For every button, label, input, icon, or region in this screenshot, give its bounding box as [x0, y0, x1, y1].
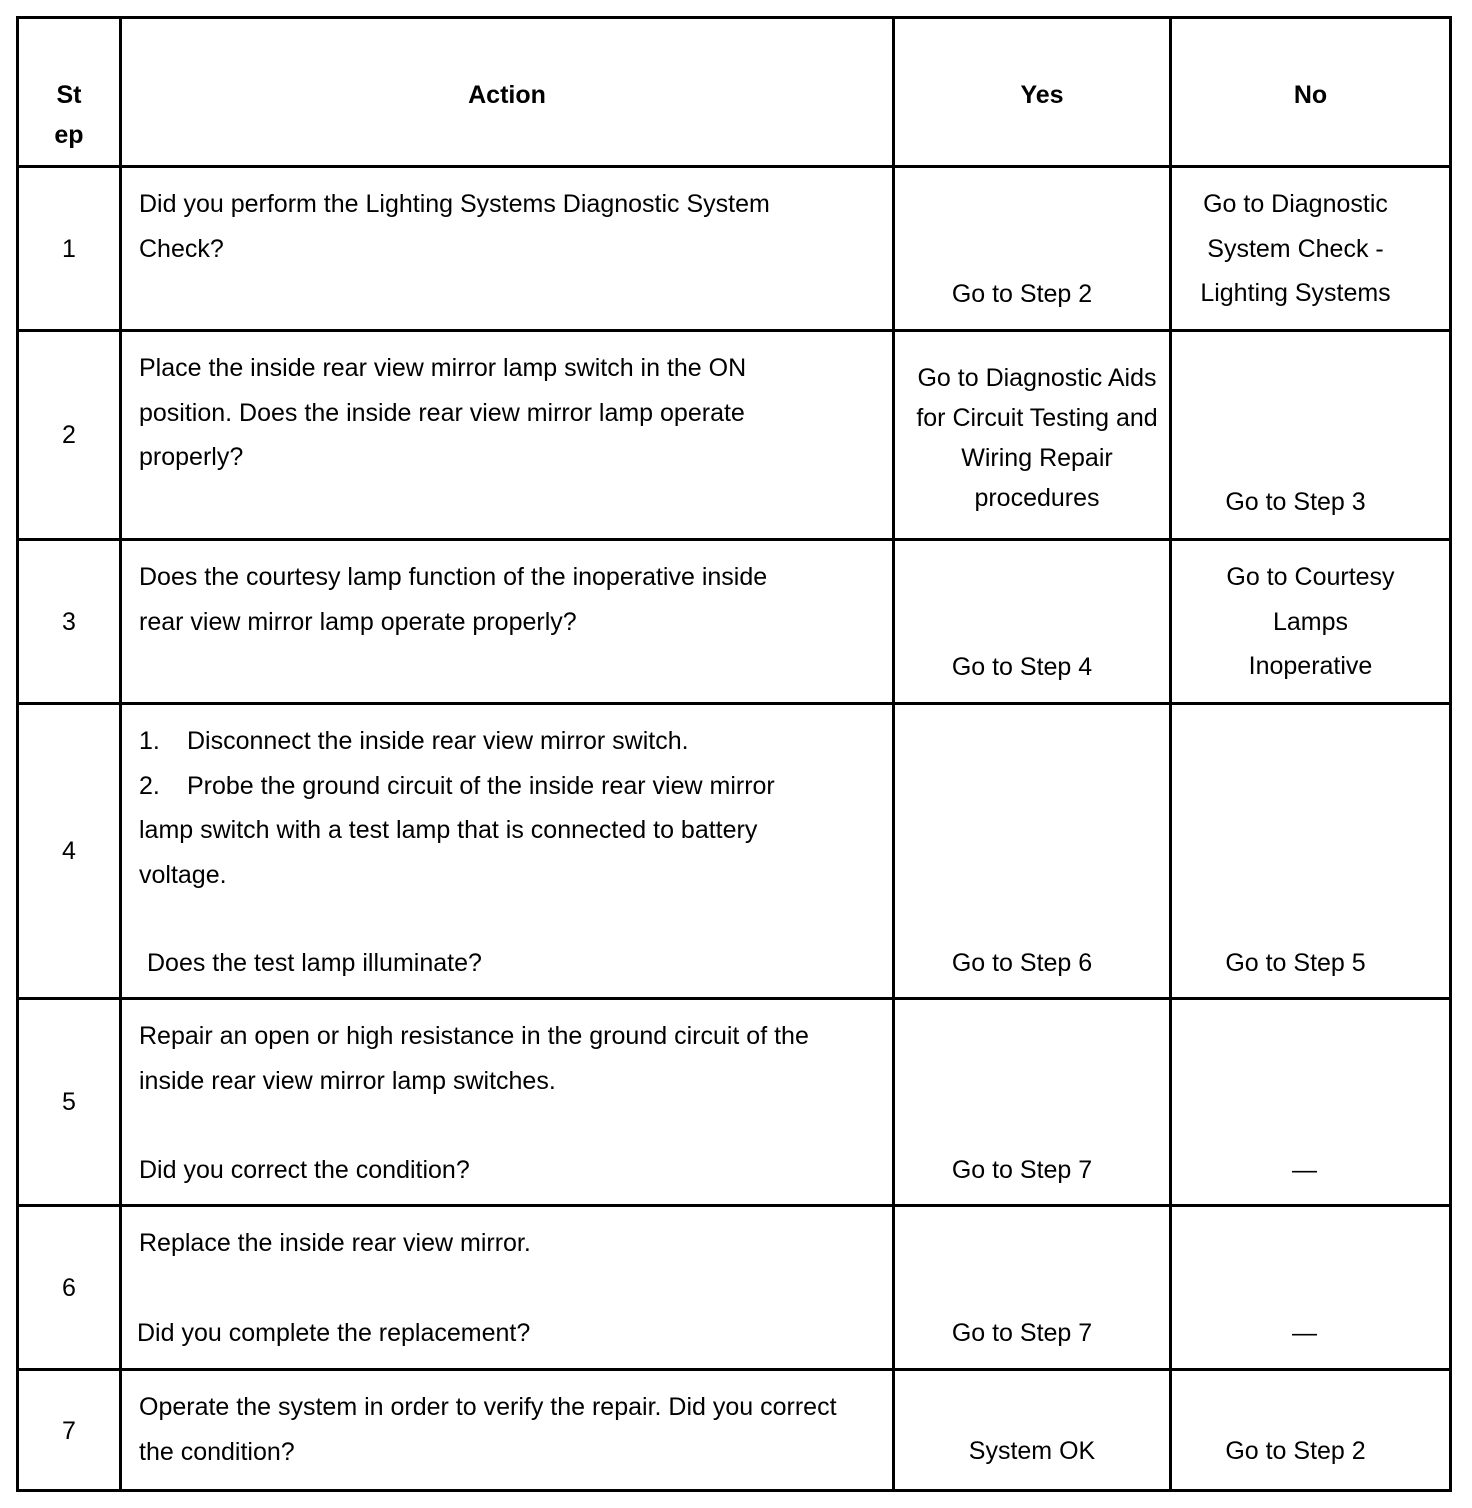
step-cell — [16, 1371, 119, 1489]
no-text: Go to Step 2 — [1225, 1437, 1366, 1465]
no-cell — [1169, 1207, 1452, 1368]
table-row — [16, 705, 1452, 1000]
action-text: Did you perform the Lighting Systems Diagnostic System Check? — [139, 190, 770, 263]
header-step-line2: ep — [54, 121, 84, 149]
yes-text: Go to Diagnostic Aids for Circuit Testing and Wiring Repair procedures — [916, 364, 1158, 512]
header-row — [16, 19, 1452, 168]
yes-text: Go to Step 7 — [951, 1319, 1093, 1347]
no-text: Go to Step 5 — [1225, 949, 1366, 977]
no-text: Go to Courtesy Lamps Inoperative — [1226, 563, 1395, 680]
header-step-cell — [16, 19, 119, 165]
action-cell — [119, 541, 892, 702]
yes-text: Go to Step 6 — [951, 949, 1093, 977]
yes-cell — [892, 1371, 1169, 1489]
yes-cell — [892, 1207, 1169, 1368]
table-row — [16, 1207, 1452, 1371]
step-number: 1 — [62, 235, 76, 263]
action-text: Operate the system in order to verify the repair. Did you correct the condition? — [139, 1393, 837, 1466]
action-cell — [119, 1000, 892, 1204]
step-number: 3 — [62, 608, 76, 636]
step-cell — [16, 332, 119, 538]
table-row — [16, 1000, 1452, 1207]
step-number: 6 — [62, 1274, 76, 1302]
action-cell — [119, 168, 892, 329]
header-no: No — [1293, 81, 1328, 109]
no-text: — — [1292, 1319, 1317, 1347]
header-action: Action — [468, 81, 546, 109]
list-item: 1. Disconnect the inside rear view mirror switch. — [139, 727, 689, 755]
no-cell — [1169, 168, 1452, 329]
yes-text: System OK — [968, 1437, 1096, 1465]
no-cell — [1169, 541, 1452, 702]
yes-cell — [892, 332, 1169, 538]
yes-text: Go to Step 7 — [951, 1156, 1093, 1184]
yes-cell — [892, 168, 1169, 329]
header-step — [19, 75, 119, 155]
action-question: Did you correct the condition? — [139, 1156, 470, 1184]
table-row — [16, 168, 1452, 332]
action-list — [139, 719, 832, 897]
table-row — [16, 1371, 1452, 1492]
action-text: Place the inside rear view mirror lamp switch in the ON position. Does the inside rear view mirror lamp operate properly? — [139, 354, 747, 471]
header-step-line1: St — [56, 81, 82, 109]
step-cell — [16, 1000, 119, 1204]
no-cell — [1169, 1371, 1452, 1489]
action-text: Replace the inside rear view mirror. — [139, 1229, 531, 1257]
header-action-cell — [119, 19, 892, 165]
yes-cell — [892, 705, 1169, 997]
table-row — [16, 332, 1452, 541]
yes-cell — [892, 1000, 1169, 1204]
step-number: 7 — [62, 1417, 76, 1445]
step-cell — [16, 168, 119, 329]
yes-text: Go to Step 2 — [951, 280, 1093, 308]
header-yes-cell — [892, 19, 1169, 165]
action-question: Did you complete the replacement? — [137, 1319, 531, 1347]
no-text: Go to Step 3 — [1225, 488, 1366, 516]
action-text: Does the courtesy lamp function of the inoperative inside rear view mirror lamp operate properly? — [139, 563, 768, 636]
action-text: Repair an open or high resistance in the ground circuit of the inside rear view mirror lamp switches. — [139, 1022, 809, 1095]
step-number: 5 — [62, 1088, 76, 1116]
yes-cell — [892, 541, 1169, 702]
no-cell — [1169, 1000, 1452, 1204]
step-cell — [16, 541, 119, 702]
step-cell — [16, 1207, 119, 1368]
step-number: 4 — [62, 837, 76, 865]
yes-text: Go to Step 4 — [951, 653, 1093, 681]
action-cell — [119, 705, 892, 997]
step-number: 2 — [62, 421, 76, 449]
step-cell — [16, 705, 119, 997]
action-cell — [119, 1207, 892, 1368]
no-cell — [1169, 705, 1452, 997]
header-no-cell — [1169, 19, 1452, 165]
no-text: Go to Diagnostic System Check - Lighting Systems — [1200, 190, 1391, 307]
no-text: — — [1292, 1156, 1317, 1184]
action-cell — [119, 332, 892, 538]
list-item: 2. Probe the ground circuit of the inside rear view mirror lamp switch with a test lamp that is connected to battery voltage. — [139, 771, 775, 889]
no-cell — [1169, 332, 1452, 538]
diagnostic-table — [16, 16, 1452, 1492]
table-row — [16, 541, 1452, 705]
action-cell — [119, 1371, 892, 1489]
action-question: Does the test lamp illuminate? — [147, 949, 482, 977]
header-yes: Yes — [1020, 81, 1064, 109]
